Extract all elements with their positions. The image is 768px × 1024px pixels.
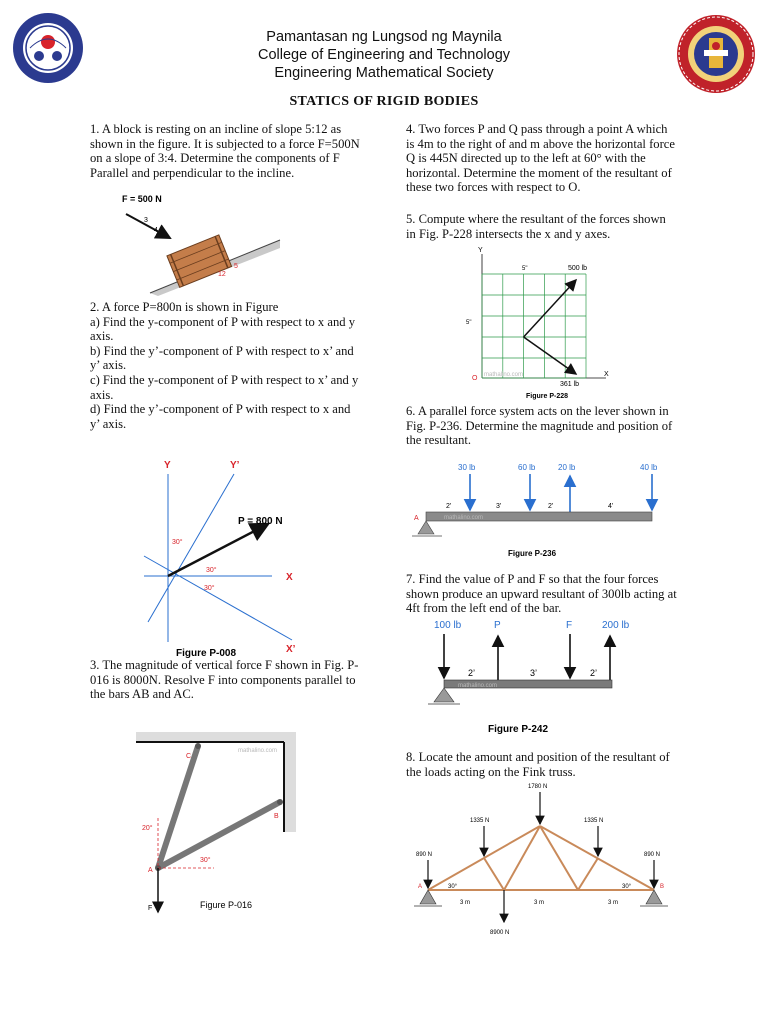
left-support (420, 890, 436, 904)
figure-p228 (464, 240, 624, 400)
force-20lb-label: 20 lb (558, 463, 576, 472)
force-f-label: F (148, 905, 153, 912)
axis-x-label: X (604, 371, 609, 378)
slope-5: 5 (234, 263, 238, 270)
dim-2: 3’ (530, 668, 538, 678)
figure-caption: Figure P-242 (488, 724, 549, 735)
point-a: A (414, 515, 419, 522)
force-500-arrow (524, 280, 576, 337)
angle-30-c: 30° (204, 585, 215, 592)
force-60lb-label: 60 lb (518, 463, 536, 472)
span-3: 3 m (608, 900, 619, 906)
force-p-arrow (168, 524, 268, 576)
college-name: College of Engineering and Technology (257, 47, 511, 63)
page-title: STATICS OF RIGID BODIES (289, 94, 479, 109)
slope-4: 4 (154, 227, 158, 234)
dim-3: 2’ (548, 503, 554, 510)
load-890-right-label: 890 N (644, 852, 661, 858)
problem-6: 6. A parallel force system acts on the lever shown in Fig. P-236. Determine the magnitude and position of the resultant. (406, 404, 673, 448)
figure-caption: Figure P-228 (526, 393, 569, 400)
force-p-label: P (494, 620, 501, 631)
force-40lb-label: 40 lb (640, 463, 658, 472)
load-1780-label: 1780 N (528, 784, 548, 790)
force-p-label: P = 800 N (238, 516, 283, 527)
dim-1: 2’ (468, 668, 476, 678)
problem-7: 7. Find the value of P and F so that the four forces shown produce an upward resultant of 300lb acting at 4ft from the left end of the bar. (406, 572, 677, 616)
figure-block-on-incline (110, 188, 290, 300)
force-arrow (126, 214, 170, 238)
force-30lb-label: 30 lb (458, 463, 476, 472)
dim-2: 3’ (496, 503, 502, 510)
force-500-label: 500 lb (568, 265, 588, 272)
axis-y-label: Y (478, 247, 483, 254)
span-1: 3 m (460, 900, 471, 906)
dim-top: 5" (522, 266, 528, 272)
problem-1: 1. A block is resting on an incline of slope 5:12 as shown in the figure. It is subjected to a force F=500N on a slope of 3:4. Determine the components of F Parallel and perpendicular to the incline. (90, 122, 360, 180)
figure-p236 (408, 456, 688, 562)
angle-30-left: 30° (448, 884, 458, 890)
figure-caption: Figure P-016 (200, 900, 253, 910)
axis-yprime-label: Y’ (230, 460, 240, 471)
problem-4: 4. Two forces P and Q pass through a point A which is 4m to the right of and m above the horizontal force Q is 445N directed up to the left at 60° with the horizontal. Determine the moment of the resultant of these two forces with respect to O. (406, 122, 675, 195)
dim-side: 5" (466, 320, 472, 326)
problem-8: 8. Locate the amount and position of the resultant of the loads acting on the Fink truss. (406, 750, 670, 779)
load-1335-left-label: 1335 N (470, 818, 490, 824)
pin-support (434, 688, 454, 702)
force-200lb-label: 200 lb (602, 620, 630, 631)
origin-label: O (472, 375, 478, 382)
figure-p242 (412, 614, 652, 736)
point-b: B (274, 813, 279, 820)
angle-30-b: 30° (206, 567, 217, 574)
angle-30-right: 30° (622, 884, 632, 890)
span-2: 3 m (534, 900, 545, 906)
axis-xprime-label: X’ (286, 644, 296, 655)
society-name: Engineering Mathematical Society (274, 65, 494, 81)
load-890-left-label: 890 N (416, 852, 433, 858)
watermark: mathalino.com (484, 372, 524, 378)
dim-3: 2’ (590, 668, 598, 678)
load-8900-label: 8900 N (490, 930, 510, 936)
right-support (646, 890, 662, 904)
university-name: Pamantasan ng Lungsod ng Maynila (266, 29, 502, 45)
wooden-crate (167, 235, 232, 288)
watermark: mathalino.com (444, 515, 484, 521)
force-label: F = 500 N (122, 194, 162, 204)
problem-2: 2. A force P=800n is shown in Figure a) Find the y-component of P with respect to x and y axis. b) Find the y’-component of P with respect to x’ and y’ axis. c) Find the y-component of P with respect to x’ and y axis. d) Find the y’-component of P with respect to x and y’ axis. (90, 300, 359, 431)
dim-4: 4’ (608, 503, 614, 510)
point-c: C (186, 753, 192, 760)
figure-fink-truss (408, 778, 680, 942)
load-1335-right-label: 1335 N (584, 818, 604, 824)
angle-20: 20° (142, 825, 153, 832)
point-b: B (660, 884, 665, 890)
axis-x-label: X (286, 572, 293, 583)
figure-caption: Figure P-236 (508, 549, 557, 558)
slope-3: 3 (144, 217, 148, 224)
problem-3: 3. The magnitude of vertical force F shown in Fig. P- 016 is 8000N. Resolve F into components parallel to the bars AB and AC. (90, 658, 359, 702)
watermark: mathalino.com (458, 683, 498, 689)
figure-p008 (140, 452, 320, 660)
angle-30-a: 30° (172, 539, 183, 546)
dim-1: 2’ (446, 503, 452, 510)
force-361-arrow (524, 337, 576, 374)
axis-y-label: Y (164, 460, 171, 471)
angle-30: 30° (200, 857, 211, 864)
slope-12: 12 (218, 271, 226, 278)
truss-members (428, 826, 654, 890)
point-a: A (148, 867, 153, 874)
pin-support (418, 521, 434, 534)
figure-p016 (134, 728, 306, 918)
point-a: A (418, 884, 423, 890)
problem-5: 5. Compute where the resultant of the forces shown in Fig. P-228 intersects the x and y axes. (406, 212, 666, 241)
force-361-label: 361 lb (560, 381, 580, 388)
watermark: mathalino.com (238, 748, 278, 754)
force-100lb-label: 100 lb (434, 620, 462, 631)
force-f-label: F (566, 620, 573, 631)
figure-caption: Figure P-008 (176, 648, 237, 659)
